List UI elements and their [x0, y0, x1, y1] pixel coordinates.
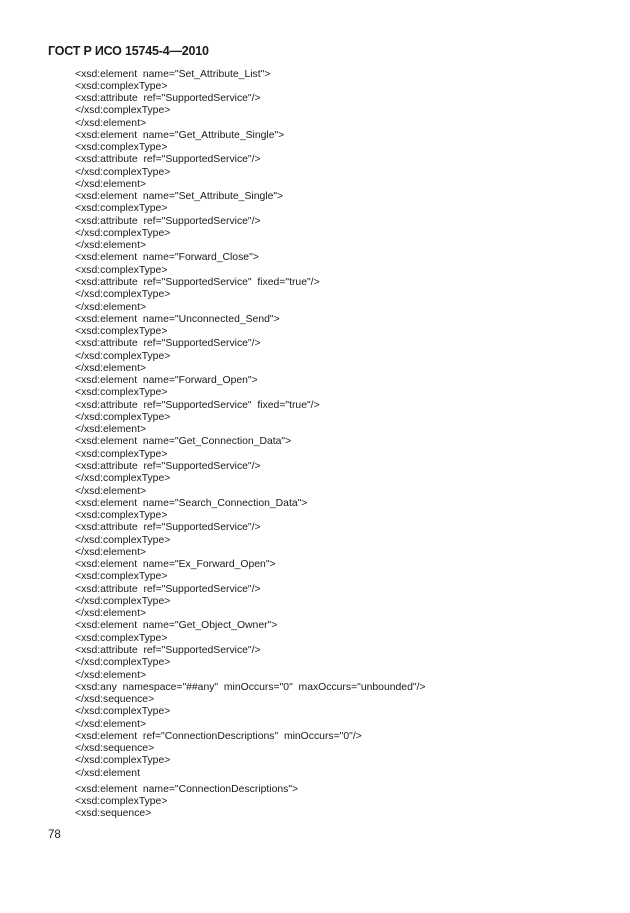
code-line: </xsd:element> [75, 608, 147, 620]
code-line: </xsd:complexType> [75, 595, 171, 607]
code-line: </xsd:element> [75, 240, 147, 252]
code-line: </xsd:complexType> [75, 105, 171, 117]
code-line: <xsd:complexType> [75, 387, 168, 399]
code-line: <xsd:complexType> [75, 448, 168, 460]
code-line: <xsd:attribute ref="SupportedService"/> [75, 644, 261, 656]
code-line: <xsd:element name="Ex_Forward_Open"> [75, 559, 276, 571]
code-line: <xsd:element name="Get_Object_Owner"> [75, 620, 278, 632]
code-line: <xsd:complexType> [75, 632, 168, 644]
code-line: </xsd:element> [75, 546, 147, 558]
code-line: <xsd:attribute ref="SupportedService"/> [75, 522, 261, 534]
code-line: </xsd:element> [75, 485, 147, 497]
code-line: <xsd:attribute ref="SupportedService"/> [75, 583, 261, 595]
code-line: <xsd:complexType> [75, 203, 168, 215]
code-line: </xsd:complexType> [75, 166, 171, 178]
code-line: </xsd:complexType> [75, 706, 171, 718]
code-line: </xsd:element> [75, 424, 147, 436]
code-line: <xsd:attribute ref="SupportedService"/> [75, 93, 261, 105]
code-line: <xsd:complexType> [75, 571, 168, 583]
code-line: <xsd:element name="Search_Connection_Data"> [75, 497, 308, 509]
code-line: </xsd:complexType> [75, 350, 171, 362]
code-line: <xsd:attribute ref="SupportedService"/> [75, 338, 261, 350]
code-line: </xsd:element> [75, 362, 147, 374]
code-line: <xsd:element name="Set_Attribute_Single"> [75, 191, 284, 203]
code-line: <xsd:sequence> [75, 808, 152, 820]
code-line: <xsd:attribute ref="SupportedService" fixed="true"/> [75, 399, 320, 411]
code-line: </xsd:sequence> [75, 694, 155, 706]
document-header: ГОСТ Р ИСО 15745-4—2010 [48, 44, 209, 58]
code-line: </xsd:complexType> [75, 473, 171, 485]
code-line: </xsd:complexType> [75, 657, 171, 669]
code-line: <xsd:complexType> [75, 510, 168, 522]
code-line: </xsd:element> [75, 669, 147, 681]
code-line: <xsd:element name="ConnectionDescriptions"> [75, 783, 299, 795]
code-line: </xsd:element [75, 767, 140, 779]
page-number: 78 [48, 829, 61, 841]
xsd-code-block [75, 69, 426, 821]
code-line: <xsd:element name="Get_Attribute_Single"> [75, 129, 285, 141]
code-line: <xsd:attribute ref="SupportedService"/> [75, 461, 261, 472]
code-line: </xsd:complexType> [75, 534, 171, 546]
code-line: <xsd:attribute ref="SupportedService"/> [75, 215, 261, 227]
code-line: <xsd:element name="Unconnected_Send"> [75, 313, 280, 325]
code-line: <xsd:element name="Forward_Close"> [75, 252, 259, 264]
code-line: </xsd:complexType> [75, 289, 171, 301]
code-line: </xsd:complexType> [75, 755, 171, 767]
code-line: <xsd:complexType> [75, 80, 168, 92]
code-line: </xsd:complexType> [75, 411, 171, 423]
code-line: <xsd:any namespace="##any" minOccurs="0" maxOccurs="unbounded"/> [75, 681, 426, 693]
code-line: <xsd:element name="Get_Connection_Data"> [75, 436, 292, 448]
code-line: </xsd:element> [75, 718, 147, 730]
code-line: </xsd:element> [75, 117, 147, 129]
code-line: <xsd:attribute ref="SupportedService" fixed="true"/> [75, 277, 320, 289]
code-line: <xsd:complexType> [75, 142, 168, 154]
code-line: </xsd:element> [75, 178, 147, 190]
code-line: <xsd:attribute ref="SupportedService"/> [75, 154, 261, 166]
code-line: <xsd:complexType> [75, 326, 168, 338]
code-line: <xsd:element name="Forward_Open"> [75, 375, 258, 387]
code-line: <xsd:complexType> [75, 264, 168, 276]
code-line: </xsd:element> [75, 301, 147, 313]
code-line: <xsd:complexType> [75, 795, 168, 807]
code-line: <xsd:element ref="ConnectionDescriptions" minOccurs="0"/> [75, 730, 362, 742]
code-line: </xsd:complexType> [75, 227, 171, 239]
code-line: <xsd:element name="Set_Attribute_List"> [75, 68, 271, 80]
code-line: </xsd:sequence> [75, 743, 155, 755]
